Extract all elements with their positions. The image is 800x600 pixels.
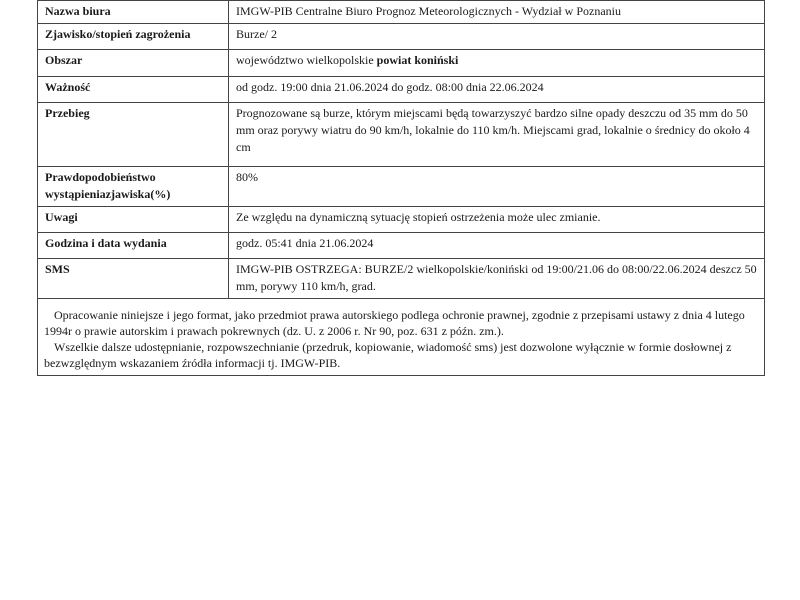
row-sms: [38, 259, 765, 299]
value-sms: IMGW-PIB OSTRZEGA: BURZE/2 wielkopolskie/koniński od 19:00/21.06 do 08:00/22.06.2024 deszcz 50 mm, porywy 110 km/h, grad.: [229, 259, 765, 299]
warning-table: [37, 0, 765, 299]
row-probability: [38, 167, 765, 207]
row-issued: [38, 233, 765, 259]
copyright-paragraph: Opracowanie niniejsze i jego format, jako przedmiot prawa autorskiego podlega ochronie prawnej, zgodnie z przepisami ustawy z dnia 4 lutego 1994r o prawie autorskim i prawach pokrewnych (dz. U. z 2006 r. Nr 90, poz. 631 z późn. zm.).: [44, 308, 745, 338]
row-validity: [38, 77, 765, 103]
value-issued: godz. 05:41 dnia 21.06.2024: [229, 233, 765, 259]
label-probability: Prawdopodobieństwo wystąpieniazjawiska(%): [38, 167, 229, 207]
label-remarks: Uwagi: [38, 207, 229, 233]
row-area: [38, 50, 765, 77]
value-office: IMGW-PIB Centralne Biuro Prognoz Meteorologicznych - Wydział w Poznaniu: [229, 1, 765, 24]
row-phenomenon: [38, 24, 765, 50]
value-area: [229, 50, 765, 77]
value-remarks: Ze względu na dynamiczną sytuację stopień ostrzeżenia może ulec zmianie.: [229, 207, 765, 233]
label-phenomenon: Zjawisko/stopień zagrożenia: [38, 24, 229, 50]
value-course: Prognozowane są burze, którym miejscami będą towarzyszyć bardzo silne opady deszczu od 35 mm do 50 mm oraz porywy wiatru do 90 km/h, lokalnie do 110 km/h. Miejscami grad, lokalnie o średnicy do około 4 cm: [229, 103, 765, 167]
copyright-notice: [37, 299, 765, 376]
label-office: Nazwa biura: [38, 1, 229, 24]
label-area: Obszar: [38, 50, 229, 77]
value-probability: 80%: [229, 167, 765, 207]
label-sms: SMS: [38, 259, 229, 299]
row-course: [38, 103, 765, 167]
distribution-paragraph: Wszelkie dalsze udostępnianie, rozpowszechnianie (przedruk, kopiowanie, wiadomość sms) jest dozwolone wyłącznie w formie dosłownej z bezwzględnym wskazaniem źródła informacji tj. IMGW-PIB.: [44, 340, 732, 370]
warning-document: [37, 0, 765, 376]
label-validity: Ważność: [38, 77, 229, 103]
label-issued: Godzina i data wydania: [38, 233, 229, 259]
area-region: województwo wielkopolskie: [236, 53, 377, 67]
area-county: powiat koniński: [376, 53, 459, 67]
label-course: Przebieg: [38, 103, 229, 167]
value-validity: od godz. 19:00 dnia 21.06.2024 do godz. 08:00 dnia 22.06.2024: [229, 77, 765, 103]
row-office: [38, 1, 765, 24]
value-phenomenon: Burze/ 2: [229, 24, 765, 50]
row-remarks: [38, 207, 765, 233]
